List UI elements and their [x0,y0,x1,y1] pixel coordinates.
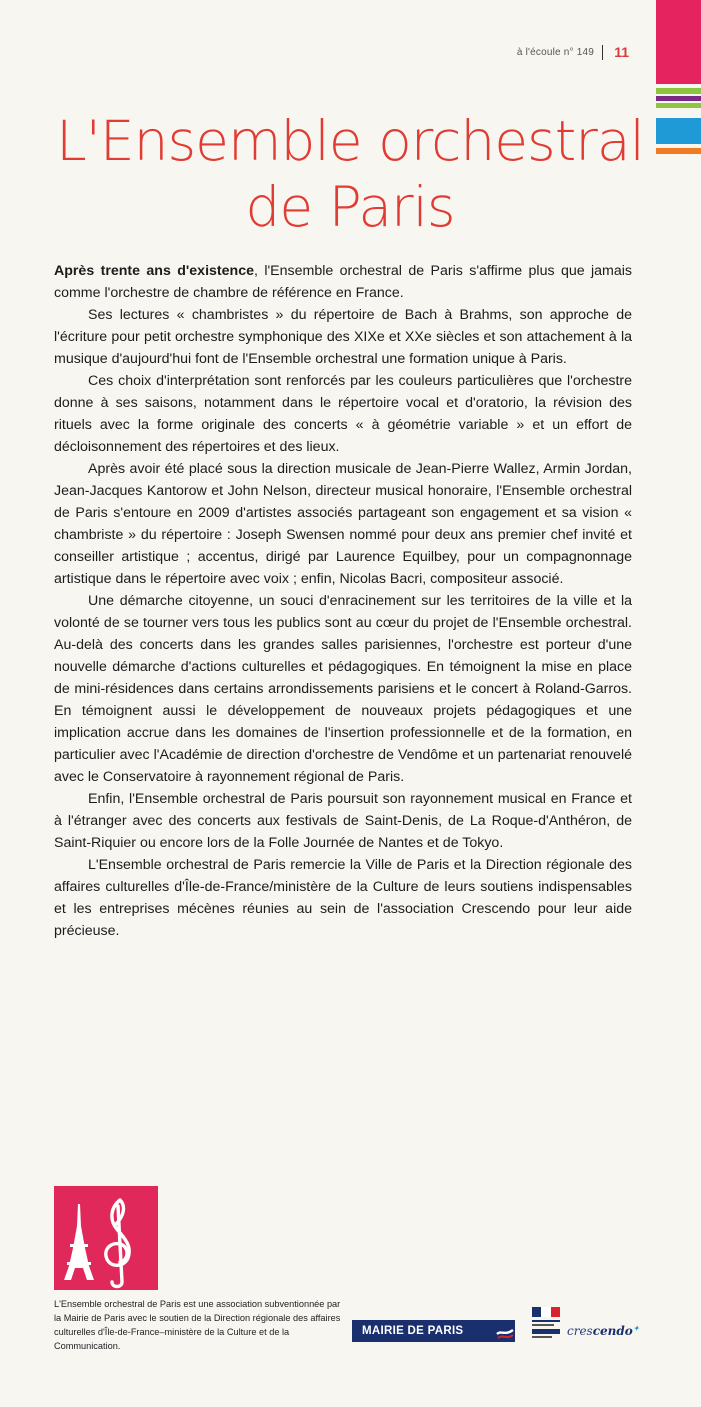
lead-in: Après trente ans d'existence [54,263,254,279]
ensemble-logo [54,1186,158,1290]
mairie-label: MAIRIE DE PARIS [362,1325,464,1337]
paragraph-6: Enfin, l'Ensemble orchestral de Paris poursuit son rayonnement musical en France et à l'étranger avec des concerts aux festivals de Saint-Denis, de La Roque-d'Anthéron, de Saint-Riquier ou encore lors de la Folle Journée de Nantes et de Tokyo. [54,791,632,851]
tab-green [656,88,701,94]
paragraph-3: Ces choix d'interprétation sont renforcés par les couleurs particulières que l'orchestre donne à ses saisons, notamment dans le répertoire vocal et d'oratorio, la révision des rituels avec la forme originale des concerts « à géométrie variable » et un effort de décloisonnement des répertoires et des lieux. [54,373,632,455]
tab-purple [656,96,701,101]
boat-wave-icon [495,1320,515,1342]
paragraph-1 [54,260,632,304]
tab-green-2 [656,103,701,108]
crescendo-prefix: cres [567,1324,593,1338]
paragraph-1-text: , l'Ensemble orchestral de Paris s'affirme plus que jamais comme l'orchestre de chambre de référence en France. [54,263,633,301]
article-title [40,108,660,240]
ministry-culture-icon [532,1307,560,1341]
tab-orange [656,148,701,154]
paragraph-4: Après avoir été placé sous la direction musicale de Jean-Pierre Wallez, Armin Jordan, Jean-Jacques Kantorow et John Nelson, directeur musical honoraire, l'Ensemble orchestral de Paris s'entoure en 2009 d'artistes associés partageant son engagement et sa vision « chambriste » du répertoire : Joseph Swensen nommé pour deux ans premier chef invité et conseiller artistique ; accentus, dirigé par Laurence Equilbey, pour un compagnonnage artistique dans le répertoire avec voix ; enfin, Nicolas Bacri, compositeur associé. [54,461,632,587]
footer-note: L'Ensemble orchestral de Paris est une association subventionnée par la Mairie de Paris avec le soutien de la Direction régionale des affaires culturelles d'Île-de-France–ministère de la Culture et de la Communication. [54,1299,341,1351]
publication-ref: à l'écoule n° 149 [516,47,594,58]
tab-pink [656,0,701,84]
article-body [54,260,632,942]
paragraph-5: Une démarche citoyenne, un souci d'enracinement sur les territoires de la ville et la volonté de se tourner vers tous les publics sont au cœur du projet de l'Ensemble orchestral. Au-delà des concerts dans les grandes salles parisiennes, l'orchestre est porteur d'une nouvelle démarche d'actions culturelles et pédagogiques. En témoignent la mise en place de mini-résidences dans certains arrondissements parisiens et le concert à Roland-Garros. En témoignent aussi le développement de nouveaux projets pédagogiques et une implication accrue dans les domaines de l'insertion professionnelle et de la formation, en particulier avec l'Académie de direction d'orchestre de Vendôme et un partenariat renouvelé avec le Conservatoire à rayonnement régional de Paris. [54,593,632,785]
tab-blue [656,118,701,144]
paragraph-2: Ses lectures « chambristes » du répertoire de Bach à Brahms, son approche de l'écriture pour petit orchestre symphonique des XIXe et XXe siècles et son attachement à la musique d'aujourd'hui font de l'Ensemble orchestral une formation unique à Paris. [54,307,632,367]
crescendo-suffix: cendo [592,1324,633,1338]
crescendo-logo [567,1324,639,1338]
title-line-2: de Paris [245,175,455,239]
page-number: 11 [614,44,629,60]
header-separator [602,45,603,60]
mairie-de-paris-logo [352,1320,515,1342]
paragraph-7: L'Ensemble orchestral de Paris remercie la Ville de Paris et la Direction régionale des affaires culturelles d'Île-de-France/ministère de la Culture de leurs soutiens indispensables et les entreprises mécènes réunies au sein de l'association Crescendo pour leur aide précieuse. [54,857,632,939]
title-line-1: L'Ensemble orchestral [56,109,644,173]
eiffel-clef-icon [54,1186,158,1290]
sparkle-icon: ✦ [632,1324,640,1333]
